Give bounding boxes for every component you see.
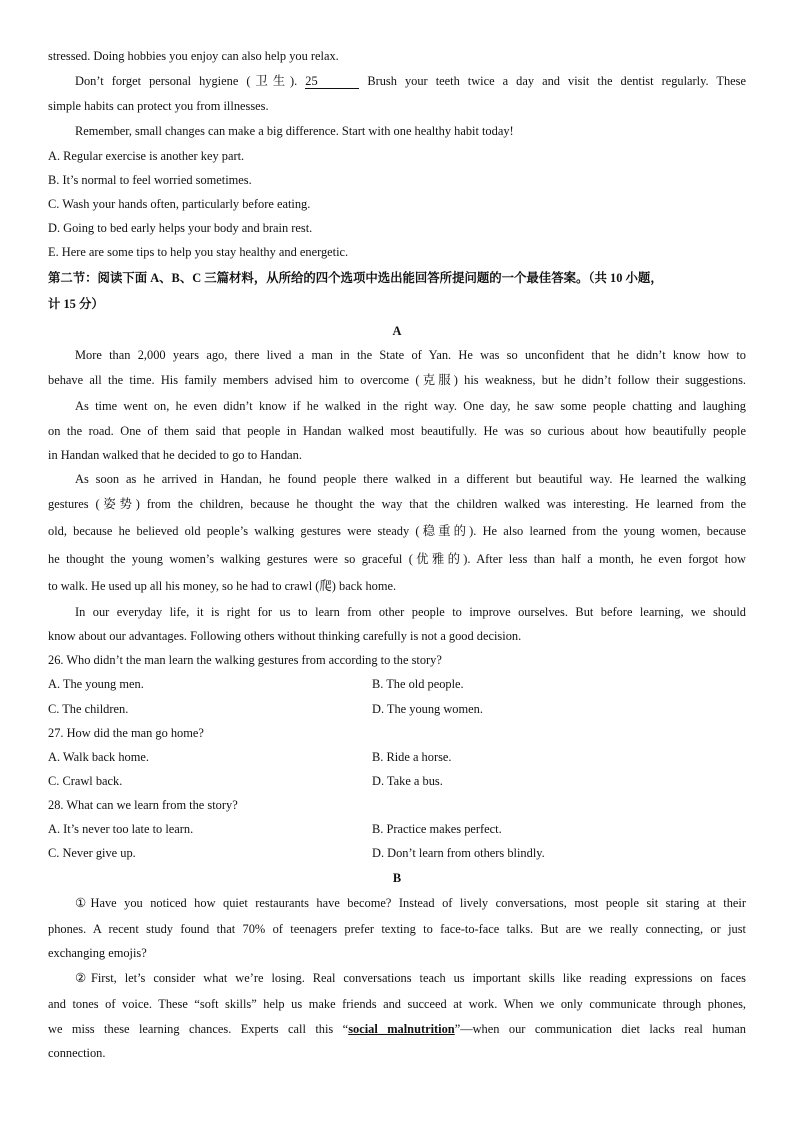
- underlined-term: social malnutrition: [348, 1022, 455, 1036]
- answer-option: D. Don’t learn from others blindly.: [372, 846, 545, 860]
- passage-line: In our everyday life, it is right for us to learn from other people to improve ourselves. But before learning, we should: [75, 605, 746, 619]
- answer-blank: 25: [305, 74, 359, 89]
- hygiene-suffix: Brush your teeth twice a day and visit the dentist regularly. These: [367, 74, 746, 88]
- passage-line: As soon as he arrived in Handan, he found people there walked in a different but beautiful way. He learned the walking: [75, 472, 746, 486]
- passage-line: behave all the time. His family members advised him to overcome (克服) his weakness, but he didn’t follow their suggestions.: [48, 373, 746, 387]
- answer-option: B. Practice makes perfect.: [372, 822, 502, 836]
- passage-line: ①Have you noticed how quiet restaurants have become? Instead of lively conversations, most people sit staring at their: [75, 896, 746, 910]
- passage-line: exchanging emojis?: [48, 946, 147, 960]
- hygiene-prefix: Don’t forget personal hygiene (卫生).: [75, 74, 298, 88]
- question-stem: 28. What can we learn from the story?: [48, 798, 238, 812]
- term-suffix: ”—when our communication diet lacks real human: [454, 1022, 746, 1036]
- passage-line: know about our advantages. Following others without thinking carefully is not a good decision.: [48, 629, 522, 643]
- passage-line: old, because he believed old people’s walking gestures were steady (稳重的). He also learned from the young women, because: [48, 524, 746, 538]
- answer-option: B. The old people.: [372, 677, 464, 691]
- question-stem: 26. Who didn’t the man learn the walking gestures from according to the story?: [48, 653, 442, 667]
- answer-option: C. Crawl back.: [48, 774, 123, 788]
- text-line: simple habits can protect you from illnesses.: [48, 99, 269, 113]
- option-line: D. Going to bed early helps your body and brain rest.: [48, 221, 313, 235]
- text-line: stressed. Doing hobbies you enjoy can also help you relax.: [48, 49, 339, 63]
- answer-option: C. The children.: [48, 702, 129, 716]
- answer-option: A. The young men.: [48, 677, 144, 691]
- option-line: B. It’s normal to feel worried sometimes.: [48, 173, 252, 187]
- answer-option: D. Take a bus.: [372, 774, 443, 788]
- passage-line: and tones of voice. These “soft skills” help us make friends and succeed at work. When we only communicate through phones,: [48, 997, 746, 1011]
- passage-line: More than 2,000 years ago, there lived a man in the State of Yan. He was so unconfident that he didn’t know how to: [75, 348, 746, 362]
- passage-line-with-term: [48, 1017, 746, 1041]
- answer-option: A. Walk back home.: [48, 750, 149, 764]
- option-line: C. Wash your hands often, particularly before eating.: [48, 197, 311, 211]
- passage-line: ②First, let’s consider what we’re losing. Real conversations teach us important skills like reading expressions on faces: [75, 971, 746, 985]
- option-line: A. Regular exercise is another key part.: [48, 149, 245, 163]
- section-instruction: 第二节：阅读下面 A、B、C 三篇材料，从所给的四个选项中选出能回答所提问题的一个最佳答案。（共 10 小题，: [48, 271, 663, 285]
- answer-option: C. Never give up.: [48, 846, 136, 860]
- option-line: E. Here are some tips to help you stay healthy and energetic.: [48, 245, 349, 259]
- text-line-with-blank: [75, 69, 746, 93]
- passage-heading: A: [392, 324, 402, 338]
- passage-line: to walk. He used up all his money, so he had to crawl (爬) back home.: [48, 579, 397, 593]
- passage-line: in Handan walked that he decided to go to Handan.: [48, 448, 302, 462]
- answer-option: A. It’s never too late to learn.: [48, 822, 194, 836]
- term-prefix: we miss these learning chances. Experts call this “: [48, 1022, 349, 1036]
- passage-heading: B: [392, 871, 402, 885]
- passage-line: connection.: [48, 1046, 106, 1060]
- passage-line: As time went on, he even didn’t know if he walked in the right way. One day, he saw some people chatting and laughing: [75, 399, 746, 413]
- section-instruction: 计 15 分）: [48, 297, 104, 311]
- text-line: Remember, small changes can make a big difference. Start with one healthy habit today!: [75, 124, 514, 138]
- passage-line: phones. A recent study found that 70% of teenagers prefer texting to face-to-face talks. But are we really connecting, or just: [48, 922, 746, 936]
- question-stem: 27. How did the man go home?: [48, 726, 204, 740]
- passage-line: on the road. One of them said that people in Handan walked most beautifully. He was so curious about how beautifully people: [48, 424, 746, 438]
- passage-line: gestures (姿势) from the children, because he thought the way that the children walked was interesting. He learned from the: [48, 497, 746, 511]
- answer-option: D. The young women.: [372, 702, 483, 716]
- passage-line: he thought the young women’s walking gestures were so graceful (优雅的). After less than half a month, he even forgot how: [48, 552, 746, 566]
- answer-option: B. Ride a horse.: [372, 750, 452, 764]
